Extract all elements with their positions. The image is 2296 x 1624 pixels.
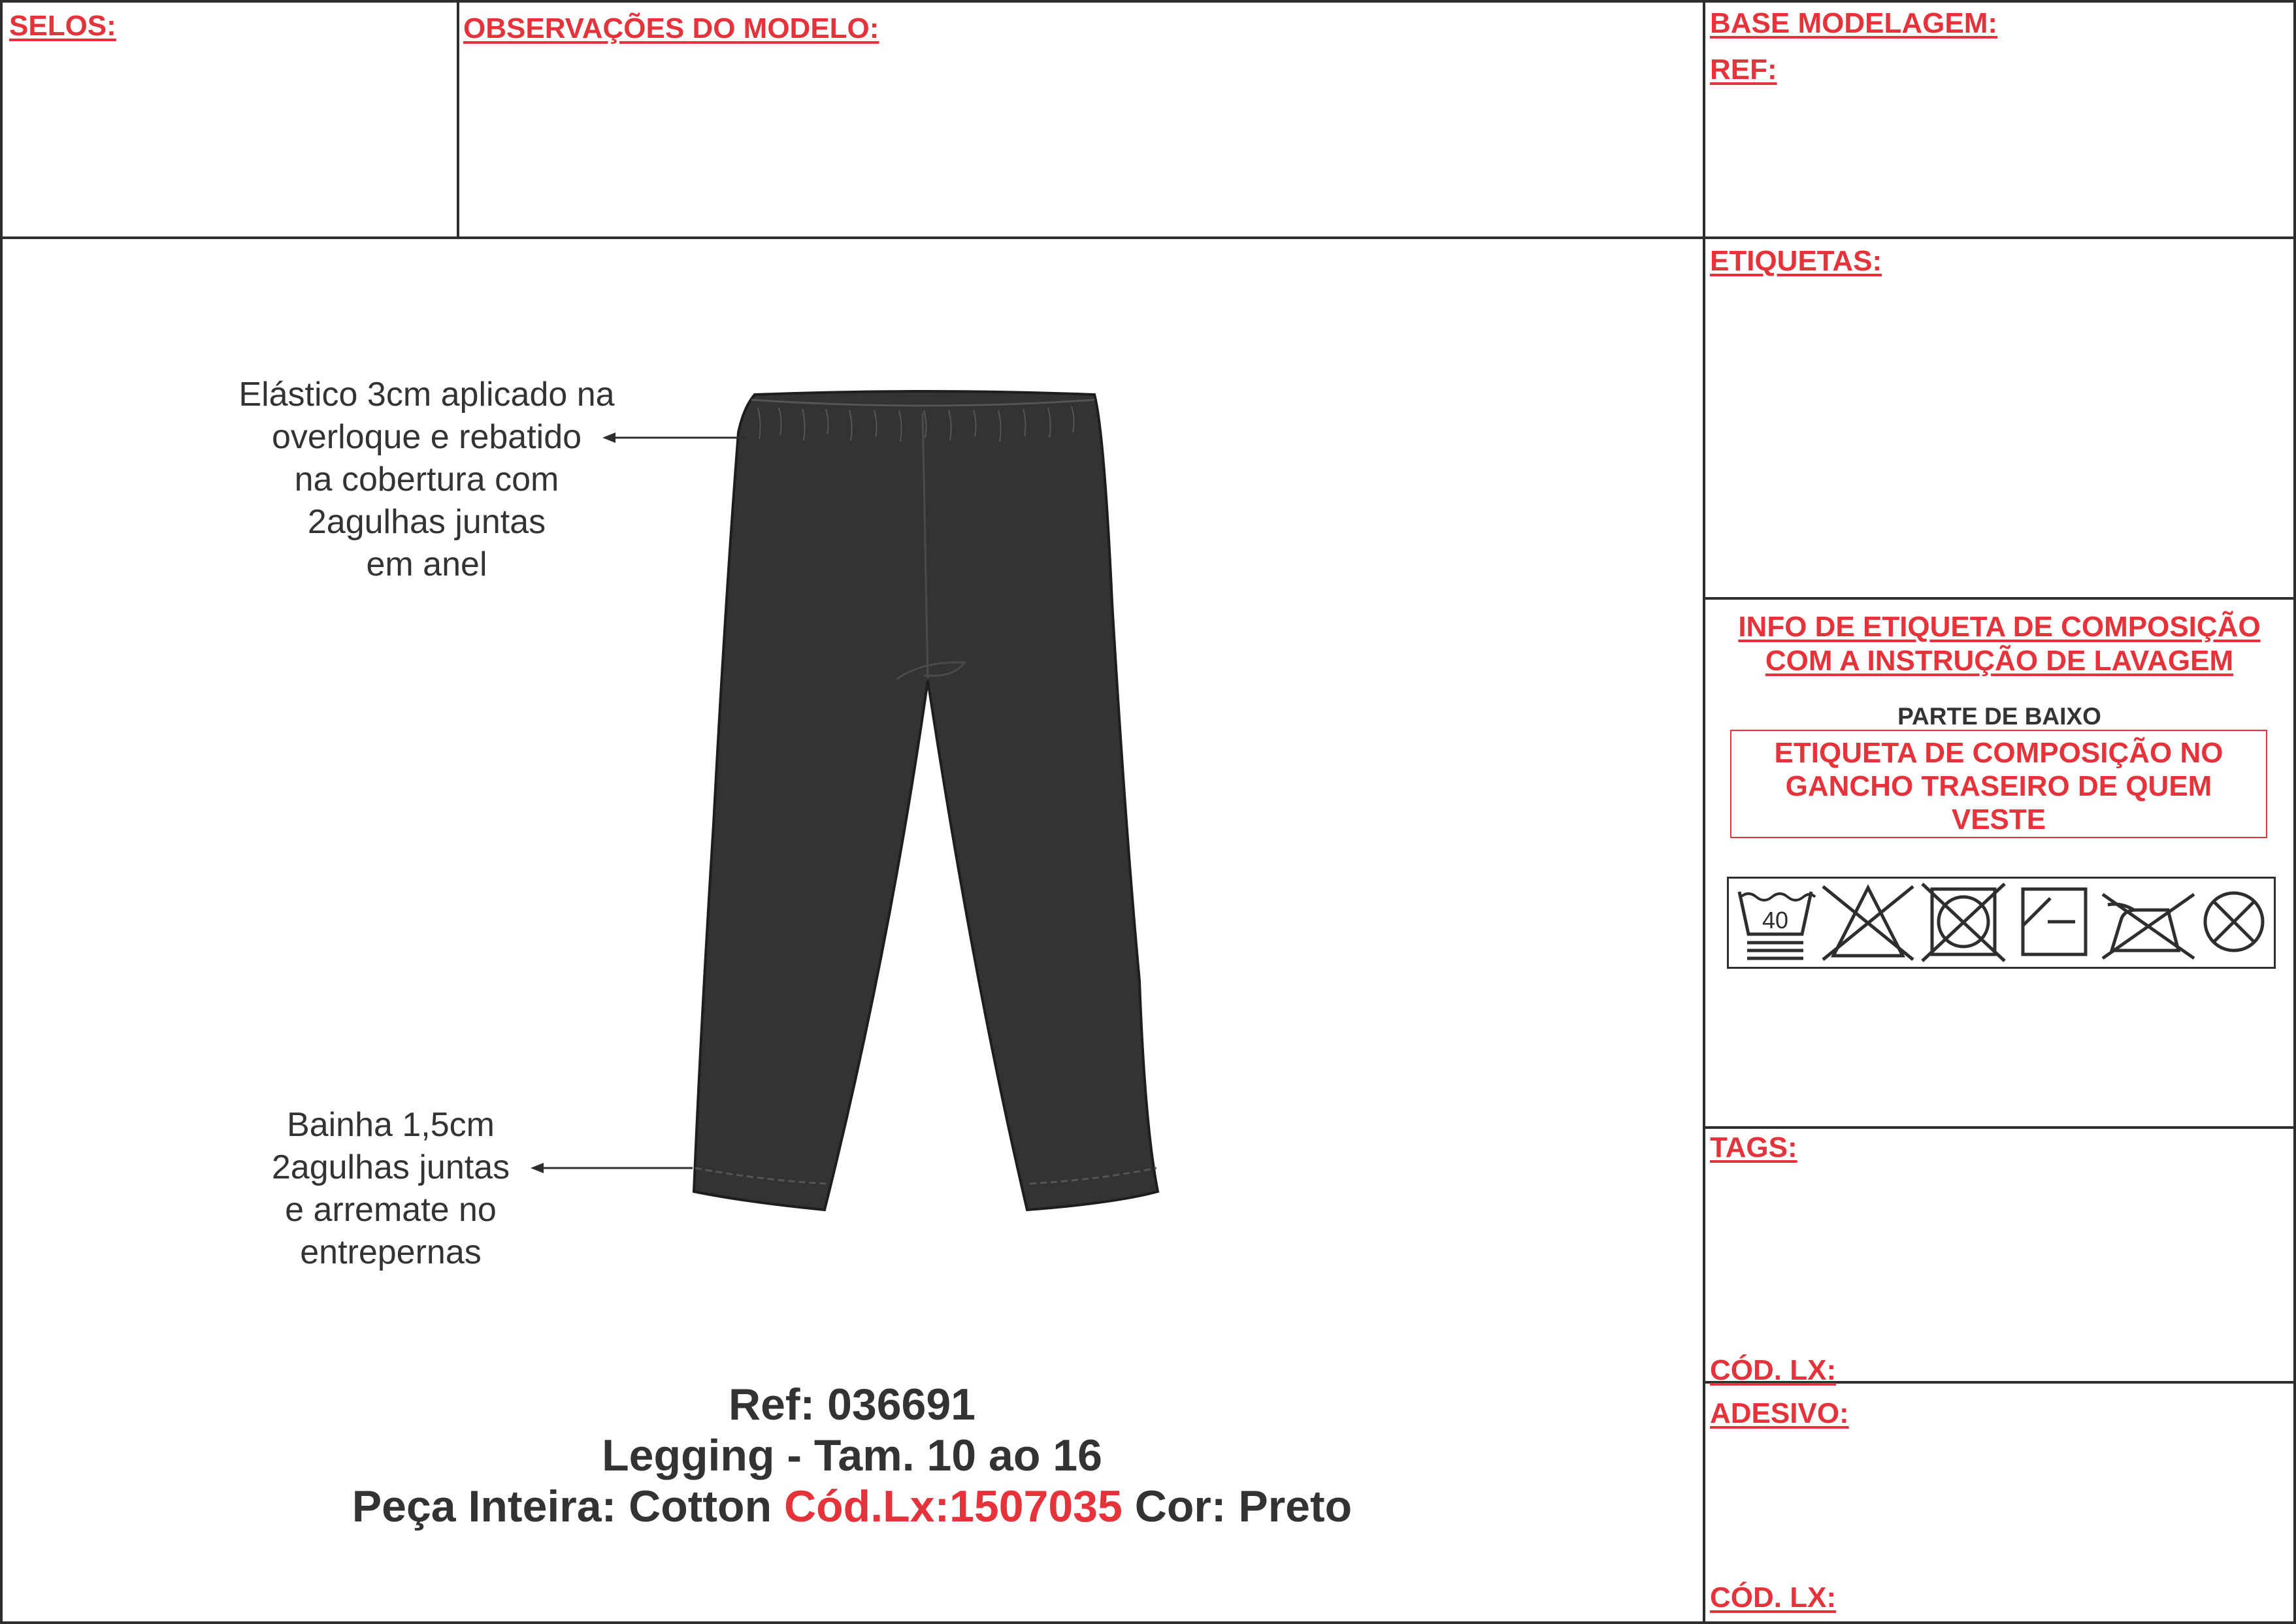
composicao-instruction-box — [1730, 730, 2267, 838]
waist-note-line2: overloque e rebatido — [271, 418, 582, 456]
etiquetas-label: ETIQUETAS: — [1710, 245, 1882, 277]
parte-de-baixo-label: PARTE DE BAIXO — [1897, 703, 2101, 730]
ref-label: REF: — [1710, 54, 1777, 86]
cod-lx-label-tags: CÓD. LX: — [1710, 1354, 1837, 1386]
wash-40-gentle-icon — [1739, 892, 1815, 958]
care-symbols-svg — [1729, 879, 2274, 967]
do-not-bleach-icon — [1823, 886, 1913, 960]
adesivo-label: ADESIVO: — [1710, 1397, 1849, 1429]
drip-dry-icon — [2023, 889, 2086, 954]
base-modelagem-label: BASE MODELAGEM: — [1710, 7, 1997, 39]
hem-note-line1: Bainha 1,5cm — [287, 1106, 495, 1144]
hem-annotation — [227, 1104, 554, 1274]
legging-front-view — [694, 391, 1158, 1210]
etiquetas-box — [1703, 236, 2296, 600]
info-etiqueta-title-line1: INFO DE ETIQUETA DE COMPOSIÇÃO — [1738, 611, 2261, 643]
product-name: Legging - Tam. 10 ao 16 — [602, 1431, 1102, 1480]
product-ref: Ref: 036691 — [728, 1380, 976, 1429]
composicao-line3: VESTE — [1951, 804, 2046, 836]
hem-note-line3: e arremate no — [285, 1191, 497, 1229]
composicao-line1: ETIQUETA DE COMPOSIÇÃO NO — [1774, 737, 2223, 769]
waist-note-line4: 2agulhas juntas — [307, 503, 546, 541]
hem-note-line4: entrepernas — [300, 1233, 482, 1271]
selos-label: SELOS: — [9, 10, 116, 42]
waist-annotation — [205, 374, 649, 586]
product-fabric: Peça Inteira: Cotton — [352, 1482, 785, 1531]
composicao-line2: GANCHO TRASEIRO DE QUEM — [1785, 770, 2212, 802]
waist-note-line3: na cobertura com — [294, 461, 559, 498]
tags-box — [1703, 1126, 2296, 1384]
product-color: Cor: Preto — [1122, 1482, 1353, 1531]
waist-note-line5: em anel — [366, 545, 487, 583]
hem-note-line2: 2agulhas juntas — [271, 1148, 510, 1186]
observacoes-label: OBSERVAÇÕES DO MODELO: — [463, 12, 879, 44]
do-not-dry-clean-icon — [2205, 893, 2263, 950]
do-not-tumble-dry-icon — [1922, 884, 2005, 961]
product-code: Cód.Lx:1507035 — [784, 1482, 1123, 1531]
do-not-iron-icon — [2103, 894, 2194, 958]
hem-callout-arrow — [531, 1163, 693, 1173]
info-etiqueta-title-line2: COM A INSTRUÇÃO DE LAVAGEM — [1765, 645, 2234, 677]
product-spec-line — [0, 1484, 1704, 1529]
tags-label: TAGS: — [1710, 1131, 1797, 1163]
cod-lx-label-adesivo: CÓD. LX: — [1710, 1582, 1837, 1614]
care-symbols-strip — [1727, 877, 2276, 969]
wash-temperature-text: 40 — [1762, 907, 1789, 934]
waist-note-line1: Elástico 3cm aplicado na — [238, 376, 615, 414]
